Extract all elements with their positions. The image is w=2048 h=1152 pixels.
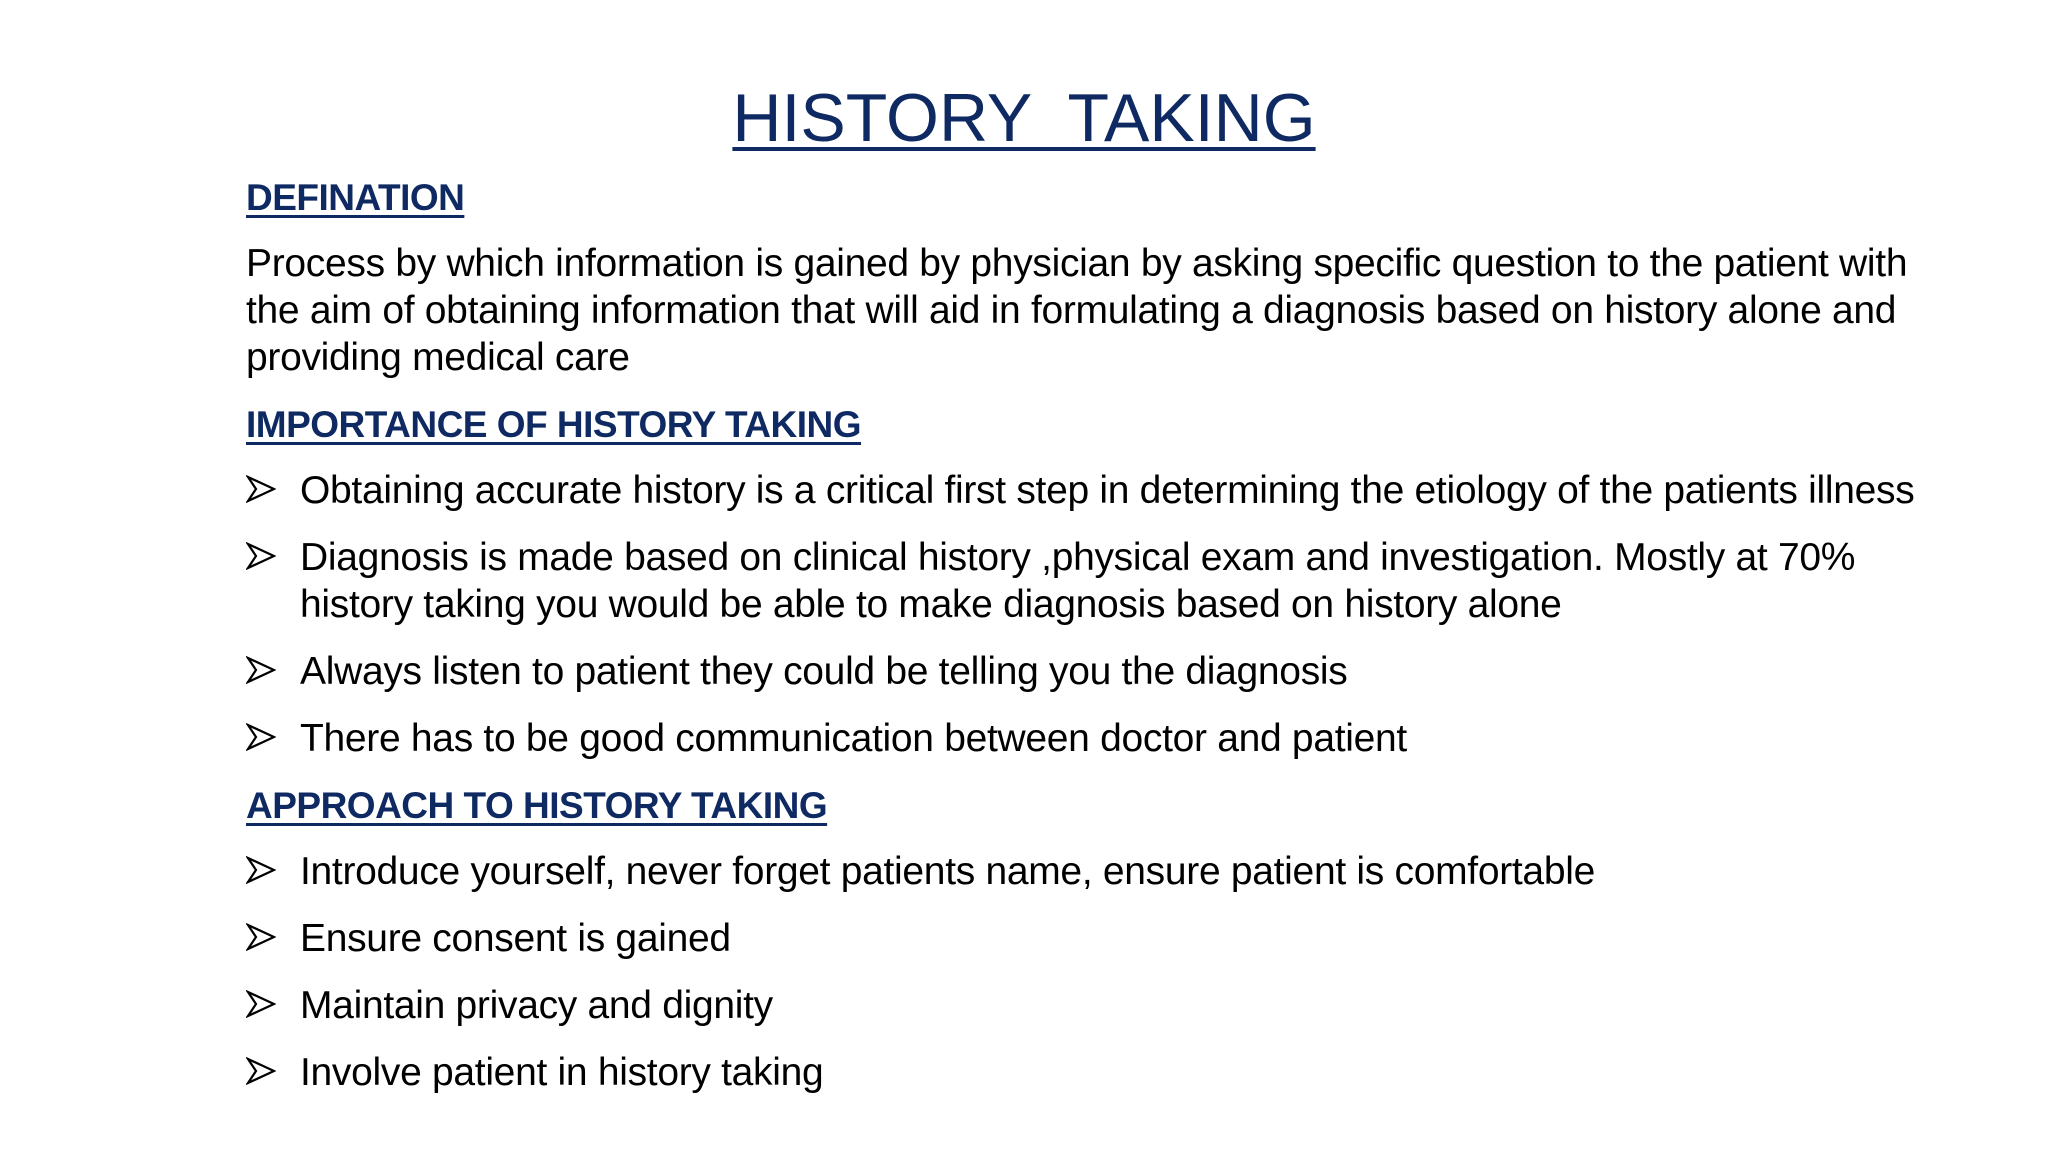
arrowhead-bullet-icon bbox=[246, 656, 276, 684]
list-item-text: Maintain privacy and dignity bbox=[300, 984, 773, 1027]
list-item bbox=[246, 915, 1926, 962]
importance-heading: IMPORTANCE OF HISTORY TAKING bbox=[246, 404, 862, 445]
definition-heading: DEFINATION bbox=[246, 177, 465, 218]
definition-text: Process by which information is gained by physician by asking specific question to the patient with the aim of obtaining information that will aid in formulating a diagnosis based on history alone and providing medical care bbox=[246, 242, 1908, 379]
approach-heading: APPROACH TO HISTORY TAKING bbox=[246, 785, 828, 826]
list-item-text: Introduce yourself, never forget patients name, ensure patient is comfortable bbox=[300, 850, 1595, 893]
arrowhead-bullet-icon bbox=[246, 723, 276, 751]
list-item bbox=[246, 848, 1926, 895]
list-item-text: There has to be good communication between doctor and patient bbox=[300, 717, 1407, 760]
importance-list bbox=[246, 467, 1926, 762]
list-item bbox=[246, 715, 1926, 762]
list-item-text: Always listen to patient they could be telling you the diagnosis bbox=[300, 650, 1348, 693]
list-item bbox=[246, 534, 1926, 628]
arrowhead-bullet-icon bbox=[246, 923, 276, 951]
list-item bbox=[246, 1049, 1926, 1096]
arrowhead-bullet-icon bbox=[246, 542, 276, 570]
list-item-text: Diagnosis is made based on clinical history ,physical exam and investigation. Mostly at 70% history taking you would be able to make diagnosis based on history alone bbox=[300, 536, 1856, 626]
list-item bbox=[246, 467, 1926, 514]
slide-content bbox=[246, 174, 1926, 1116]
list-item-text: Obtaining accurate history is a critical first step in determining the etiology of the patients illness bbox=[300, 469, 1915, 512]
arrowhead-bullet-icon bbox=[246, 856, 276, 884]
list-item-text: Ensure consent is gained bbox=[300, 917, 731, 960]
list-item-text: Involve patient in history taking bbox=[300, 1051, 824, 1094]
approach-list bbox=[246, 848, 1926, 1096]
list-item bbox=[246, 982, 1926, 1029]
arrowhead-bullet-icon bbox=[246, 990, 276, 1018]
list-item bbox=[246, 648, 1926, 695]
arrowhead-bullet-icon bbox=[246, 1057, 276, 1085]
slide-title: HISTORY TAKING bbox=[732, 80, 1316, 156]
arrowhead-bullet-icon bbox=[246, 475, 276, 503]
